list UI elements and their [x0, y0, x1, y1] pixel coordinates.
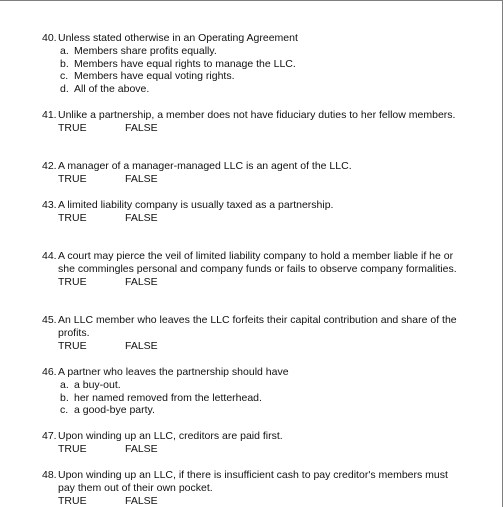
option-letter: c.	[60, 70, 69, 83]
question-text: Unless stated otherwise in an Operating Agreement	[58, 32, 298, 44]
option-text: All of the above.	[74, 83, 150, 96]
question-number: 46.	[42, 366, 57, 378]
question-44	[42, 250, 462, 288]
option-text: Members have equal voting rights.	[74, 70, 235, 83]
true-false-choices	[58, 443, 462, 456]
question-number: 45.	[42, 314, 57, 326]
option-a[interactable]	[58, 45, 462, 58]
true-option[interactable]: TRUE	[58, 121, 87, 134]
question-text: Upon winding up an LLC, creditors are paid first.	[58, 430, 283, 442]
true-option[interactable]: TRUE	[58, 172, 87, 185]
option-c[interactable]	[58, 404, 462, 417]
false-option[interactable]: FALSE	[125, 494, 158, 507]
question-text: Unlike a partnership, a member does not have fiduciary duties to her fellow members.	[58, 109, 456, 121]
question-47	[42, 430, 462, 456]
option-letter: d.	[60, 83, 69, 96]
option-a[interactable]	[58, 379, 462, 392]
option-text: Members have equal rights to manage the LLC.	[74, 57, 296, 70]
option-list	[58, 45, 462, 96]
question-number: 47.	[42, 430, 57, 442]
true-option[interactable]: TRUE	[58, 442, 87, 455]
question-41	[42, 109, 462, 135]
question-number: 40.	[42, 32, 57, 44]
true-option[interactable]: TRUE	[58, 339, 87, 352]
false-option[interactable]: FALSE	[125, 275, 158, 288]
option-letter: a.	[60, 44, 69, 57]
true-false-choices	[58, 495, 462, 507]
question-number: 43.	[42, 199, 57, 211]
false-option[interactable]: FALSE	[125, 339, 158, 352]
option-text: a good-bye party.	[74, 404, 155, 417]
false-option[interactable]: FALSE	[125, 172, 158, 185]
page-border-top	[0, 0, 503, 1]
option-text: her named removed from the letterhead.	[74, 391, 262, 404]
true-false-choices	[58, 122, 462, 135]
option-letter: c.	[60, 404, 69, 417]
question-45	[42, 314, 462, 352]
option-text: a buy-out.	[74, 378, 121, 391]
question-40	[42, 32, 462, 96]
option-b[interactable]	[58, 392, 462, 405]
option-letter: b.	[60, 57, 69, 70]
true-false-choices	[58, 173, 462, 186]
option-d[interactable]	[58, 83, 462, 96]
true-false-choices	[58, 212, 462, 225]
option-c[interactable]	[58, 70, 462, 83]
question-text: A court may pierce the veil of limited liability company to hold a member liable if he or she commingles personal and company funds or fails to observe company formalities.	[58, 250, 457, 275]
option-letter: a.	[60, 378, 69, 391]
question-text: A limited liability company is usually taxed as a partnership.	[58, 199, 334, 211]
question-46	[42, 366, 462, 417]
true-false-choices	[58, 340, 462, 353]
false-option[interactable]: FALSE	[125, 211, 158, 224]
true-option[interactable]: TRUE	[58, 211, 87, 224]
question-number: 48.	[42, 469, 57, 481]
question-text: Upon winding up an LLC, if there is insufficient cash to pay creditor's members must pay them out of their own pocket.	[58, 469, 448, 494]
false-option[interactable]: FALSE	[125, 121, 158, 134]
true-false-choices	[58, 276, 462, 289]
true-option[interactable]: TRUE	[58, 275, 87, 288]
question-number: 42.	[42, 160, 57, 172]
question-number: 41.	[42, 109, 57, 121]
question-text: A partner who leaves the partnership should have	[58, 366, 289, 378]
question-43	[42, 199, 462, 225]
question-text: An LLC member who leaves the LLC forfeits their capital contribution and share of the profits.	[58, 314, 457, 339]
question-48	[42, 469, 462, 507]
true-option[interactable]: TRUE	[58, 494, 87, 507]
question-text: A manager of a manager-managed LLC is an agent of the LLC.	[58, 160, 352, 172]
false-option[interactable]: FALSE	[125, 442, 158, 455]
option-letter: b.	[60, 391, 69, 404]
option-text: Members share profits equally.	[74, 44, 217, 57]
option-list	[58, 379, 462, 417]
question-42	[42, 160, 462, 186]
question-number: 44.	[42, 250, 57, 262]
option-b[interactable]	[58, 58, 462, 71]
